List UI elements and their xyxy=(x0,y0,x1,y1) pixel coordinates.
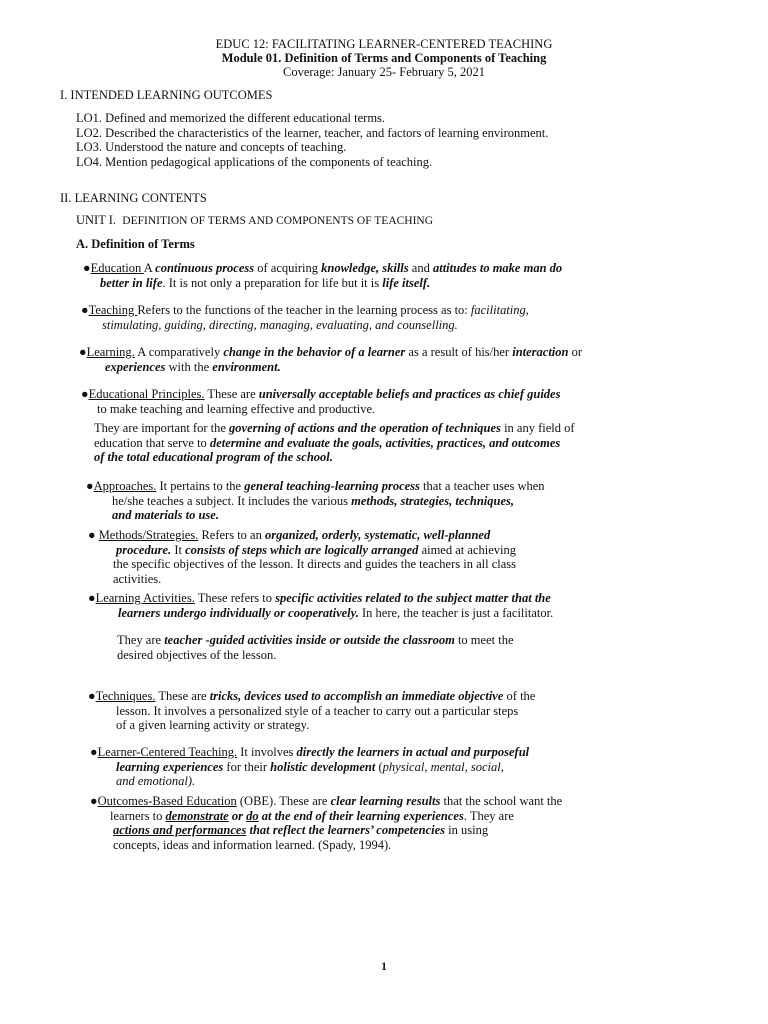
term-label: Outcomes-Based Education xyxy=(97,794,237,808)
term-label: Learner-Centered Teaching. xyxy=(97,745,238,759)
contents-heading: II. LEARNING CONTENTS xyxy=(60,191,207,205)
outcomes-heading: I. INTENDED LEARNING OUTCOMES xyxy=(60,88,273,102)
unit-name: DEFINITION OF TERMS AND COMPONENTS OF TEACHING xyxy=(122,215,434,227)
term-outcomes-based-education: ●Outcomes-Based Education (OBE). These are clear learning results that the school want the learners to demonstrate or do at the end of their learning experiences. They are actions and performances that reflect the learners’ competencies in using concepts, ideas and information learned. (Spady, 1994). xyxy=(90,794,563,852)
bullet: ● xyxy=(88,528,99,542)
outcome-item: LO2. Described the characteristics of the learner, teacher, and factors of learning environment. xyxy=(76,125,549,140)
term-label: Methods/Strategies. xyxy=(98,528,199,542)
page-number: 1 xyxy=(381,961,387,973)
bullet: ● xyxy=(88,591,96,605)
bullet: ● xyxy=(90,794,98,808)
term-label: Learning. xyxy=(86,345,135,359)
definition-subheading: A. Definition of Terms xyxy=(76,237,195,251)
term-education: ●Education A continuous process of acquiring knowledge, skills and attitudes to make man do better in life. It is not only a preparation for life but it is life itself. xyxy=(83,261,563,290)
bullet: ● xyxy=(90,745,98,759)
outcomes-list xyxy=(76,111,548,169)
unit-prefix: UNIT I. xyxy=(76,213,117,227)
activities-paragraph: They are teacher -guided activities inside or outside the classroom to meet the desired objectives of the lesson. xyxy=(117,633,514,662)
coverage-line: Coverage: January 25- February 5, 2021 xyxy=(282,65,486,79)
course-title: EDUC 12: FACILITATING LEARNER-CENTERED TEACHING xyxy=(215,37,553,51)
term-label: Learning Activities. xyxy=(95,591,195,605)
term-learning: ●Learning. A comparatively change in the behavior of a learner as a result of his/her interaction or experiences with the environment. xyxy=(79,345,583,374)
bullet: ● xyxy=(81,387,89,401)
outcome-item: LO4. Mention pedagogical applications of the components of teaching. xyxy=(76,154,433,169)
outcome-item: LO3. Understood the nature and concepts of teaching. xyxy=(76,140,347,154)
bullet: ● xyxy=(79,345,87,359)
term-label: Teaching xyxy=(88,303,138,317)
unit-title xyxy=(76,213,433,229)
term-learner-centered-teaching: ●Learner-Centered Teaching. It involves directly the learners in actual and purposeful learning experiences for their holistic development (physical, mental, social, and emotional). xyxy=(90,745,530,788)
bullet: ● xyxy=(88,689,96,703)
outcome-item: LO1. Defined and memorized the different educational terms. xyxy=(76,111,386,125)
term-approaches: ●Approaches. It pertains to the general teaching-learning process that a teacher uses when he/she teaches a subject. It includes the various methods, strategies, techniques, and materials to use. xyxy=(86,479,545,522)
term-label: Educational Principles. xyxy=(88,387,205,401)
term-techniques: ●Techniques. These are tricks, devices used to accomplish an immediate objective of the lesson. It involves a personalized style of a teacher to carry out a particular steps of a given learning activity or strategy. xyxy=(88,689,536,732)
bullet: ● xyxy=(83,261,91,275)
term-learning-activities: ●Learning Activities. These refers to specific activities related to the subject matter that the learners undergo individually or cooperatively. In here, the teacher is just a facilitator. xyxy=(88,591,554,620)
module-title: Module 01. Definition of Terms and Components of Teaching xyxy=(221,51,547,65)
principles-paragraph: They are important for the governing of actions and the operation of techniques in any field of education that serve to determine and evaluate the goals, activities, practices, and outcomes of the total educational program of the school. xyxy=(94,421,575,464)
term-methods-strategies: ● Methods/Strategies. Refers to an organized, orderly, systematic, well-planned procedure. It consists of steps which are logically arranged aimed at achieving the specific objectives of the lesson. It directs and guides the teachers in all class activities. xyxy=(88,528,516,586)
term-label: Education xyxy=(90,261,144,275)
term-label: Techniques. xyxy=(95,689,156,703)
term-educational-principles: ●Educational Principles. These are universally acceptable beliefs and practices as chief guides to make teaching and learning effective and productive. xyxy=(81,387,561,416)
bullet: ● xyxy=(81,303,89,317)
bullet: ● xyxy=(86,479,94,493)
term-teaching: ●Teaching Refers to the functions of the teacher in the learning process as to: facilitating, stimulating, guiding, directing, managing, evaluating, and counselling. xyxy=(81,303,529,332)
term-label: Approaches. xyxy=(93,479,157,493)
